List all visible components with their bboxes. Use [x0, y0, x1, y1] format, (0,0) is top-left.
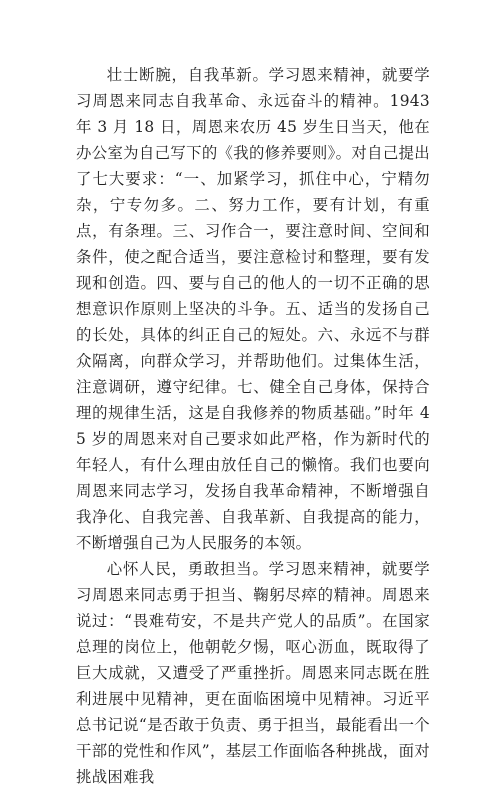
paragraph-self-revolution: 壮士断腕，自我革新。学习恩来精神，就要学习周恩来同志自我革命、永远奋斗的精神。1943 年 3 月 18 日，周恩来农历 45 岁生日当天，他在办公室为自己写下的《我的修养要则》。对自己提出了七大要求：“一、加紧学习，抓住中心，宁精勿杂，宁专勿多。二、努力工作，要有计划，有重点，有条理。三、习作合一，要注意时间、空间和条件，使之配合适当，要注意检讨和整理，要有发现和创造。四、要与自己的他人的一切不正确的思想意识作原则上坚决的斗争。五、适当的发扬自己的长处，具体的纠正自己的短处。六、永远不与群众隔离，向群众学习，并帮助他们。过集体生活，注意调研，遵守纪律。七、健全自己身体，保持合理的规律生活，这是自我修养的物质基础。”时年 45 岁的周恩来对自己要求如此严格，作为新时代的年轻人，有什么理由放任自己的懒惰。我们也要向周恩来同志学习，发扬自我革命精神，不断增强自我净化、自我完善、自我革新、自我提高的能力，不断增强自己为人民服务的本领。	[76, 66, 430, 552]
paragraph-responsibility: 心怀人民，勇敢担当。学习恩来精神，就要学习周恩来同志勇于担当、鞠躬尽瘁的精神。周恩来说过：“畏难苟安，不是共产党人的品质”。在国家总理的岗位上，他朝乾夕惕，呕心沥血，既取得了巨大成就，又遭受了严重挫折。周恩来同志既在胜利进展中见精神，更在面临困境中见精神。习近平总书记说“是否敢于负责、勇于担当，最能看出一个干部的党性和作风”，基层工作面临各种挑战，面对挑战困难我	[76, 560, 430, 786]
